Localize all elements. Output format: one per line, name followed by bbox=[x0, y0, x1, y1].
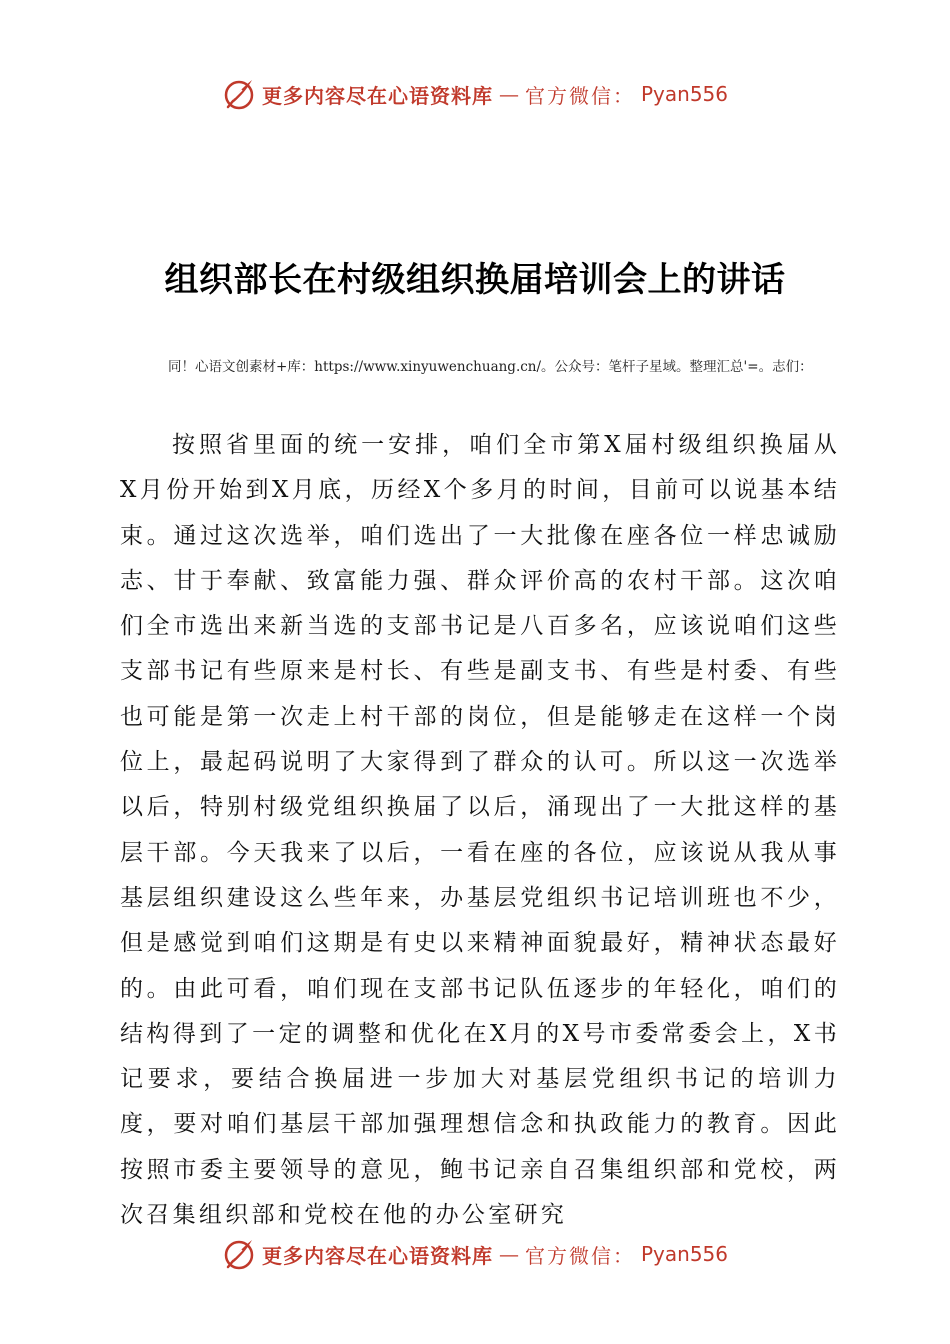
banner-slogan: 更多内容尽在心语资料库 bbox=[261, 1243, 493, 1268]
banner-wechat-id: Pyan556 bbox=[640, 82, 728, 106]
quill-logo-icon bbox=[222, 1237, 256, 1271]
banner-wechat-id: Pyan556 bbox=[640, 1242, 728, 1266]
body-paragraph: 按照省里面的统一安排，咱们全市第X届村级组织换届从X月份开始到X月底，历经X个多月的时间，目前可以说基本结束。通过这次选举，咱们选出了一大批像在座各位一样忠诚励志、甘于奉献、致富能力强、群众评价高的农村干部。这次咱们全市选出来新当选的支部书记是八百多名，应该说咱们这些支部书记有些原来是村长、有些是副支书、有些是村委、有些也可能是第一次走上村干部的岗位，但是能够走在这样一个岗位上，最起码说明了大家得到了群众的认可。所以这一次选举以后，特别村级党组织换届了以后，涌现出了一大批这样的基层干部。今天我来了以后，一看在座的各位，应该说从我从事基层组织建设这么些年来，办基层党组织书记培训班也不少，但是感觉到咱们这期是有史以来精神面貌最好，精神状态最好的。由此可看，咱们现在支部书记队伍逐步的年轻化，咱们的结构得到了一定的调整和优化在X月的X号市委常委会上，X书记要求，要结合换届进一步加大对基层党组织书记的培训力度，要对咱们基层干部加强理想信念和执政能力的教育。因此按照市委主要领导的意见，鲍书记亲自召集组织部和党校，两次召集组织部和党校在他的办公室研究 bbox=[120, 432, 840, 1229]
banner-slogan: 更多内容尽在心语资料库 bbox=[261, 83, 493, 108]
banner-separator: — bbox=[498, 1242, 519, 1266]
footer-banner bbox=[0, 1234, 950, 1274]
quill-logo-icon bbox=[222, 77, 256, 111]
source-note: 同！心语文创素材+库：https://www.xinyuwenchuang.cn/。公众号：笔杆子星域。整理汇总'=。志们： bbox=[168, 359, 813, 375]
banner-separator: — bbox=[498, 82, 519, 106]
banner-wechat-label: 官方微信： bbox=[524, 1243, 635, 1268]
page-title: 组织部长在村级组织换届培训会上的讲话 bbox=[164, 260, 786, 300]
header-banner bbox=[0, 74, 950, 114]
banner-wechat-label: 官方微信： bbox=[524, 83, 635, 108]
